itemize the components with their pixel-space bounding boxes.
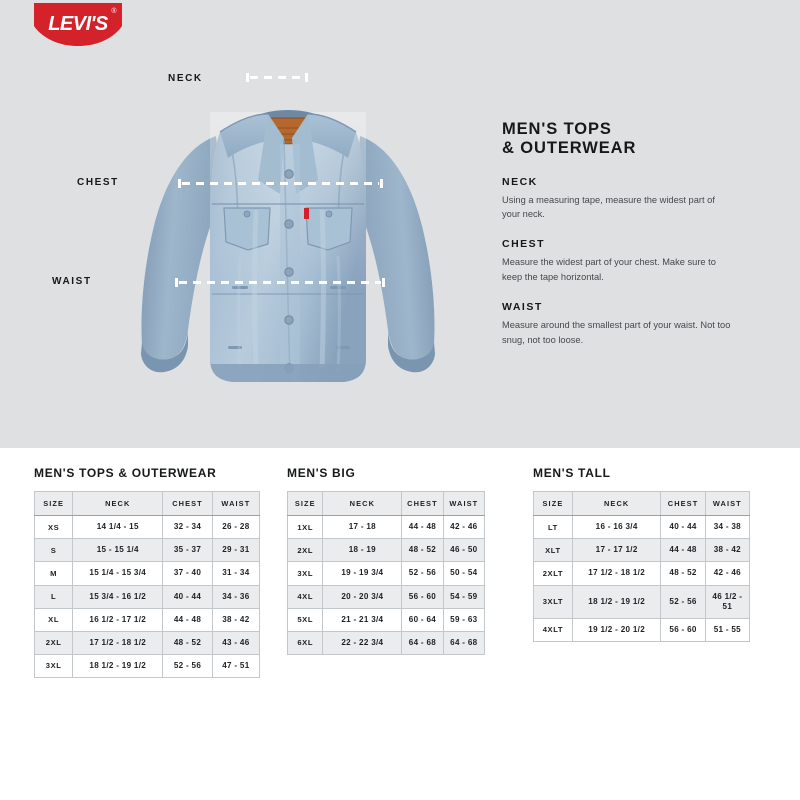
instruction-heading-neck: NECK	[502, 175, 538, 188]
cell-chest: 52 - 56	[163, 654, 213, 677]
table-row	[35, 608, 260, 631]
cell-neck: 16 1/2 - 17 1/2	[73, 608, 163, 631]
cell-size: 4XL	[288, 585, 323, 608]
table-row	[534, 618, 750, 641]
cell-neck: 22 - 22 3/4	[323, 631, 402, 654]
chest-measure-label: CHEST	[77, 177, 119, 188]
table-title-tall: MEN'S TALL	[533, 466, 611, 480]
size-table-block-big	[287, 466, 485, 655]
cell-chest: 48 - 52	[163, 631, 213, 654]
size-tables-section	[0, 448, 800, 800]
instruction-block-chest	[502, 238, 734, 284]
cell-size: 6XL	[288, 631, 323, 654]
table-row	[288, 516, 485, 539]
instruction-block-waist	[502, 301, 734, 347]
cell-chest: 40 - 44	[661, 516, 705, 539]
instructions-title	[502, 120, 734, 159]
cell-size: XS	[35, 516, 73, 539]
cell-neck: 17 - 17 1/2	[572, 539, 661, 562]
cell-waist: 59 - 63	[443, 608, 484, 631]
col-header-neck: NECK	[323, 492, 402, 516]
col-header-waist: WAIST	[705, 492, 749, 516]
cell-waist: 42 - 46	[705, 562, 749, 585]
col-header-neck: NECK	[572, 492, 661, 516]
table-row	[288, 562, 485, 585]
col-header-size: SIZE	[534, 492, 573, 516]
table-row	[288, 539, 485, 562]
col-header-chest: CHEST	[402, 492, 443, 516]
col-header-chest: CHEST	[163, 492, 213, 516]
cell-waist: 38 - 42	[212, 608, 259, 631]
size-table-block-tall	[533, 466, 750, 642]
table-title-tops: MEN'S TOPS & OUTERWEAR	[34, 466, 217, 480]
size-table-tall	[533, 491, 750, 642]
cell-neck: 18 - 19	[323, 539, 402, 562]
cell-neck: 19 1/2 - 20 1/2	[572, 618, 661, 641]
table-row	[288, 608, 485, 631]
cell-waist: 64 - 68	[443, 631, 484, 654]
cell-waist: 51 - 55	[705, 618, 749, 641]
table-row	[35, 539, 260, 562]
cell-neck: 20 - 20 3/4	[323, 585, 402, 608]
col-header-neck: NECK	[73, 492, 163, 516]
cell-neck: 17 1/2 - 18 1/2	[572, 562, 661, 585]
neck-measure-label: NECK	[168, 73, 203, 84]
instruction-heading-waist: WAIST	[502, 301, 543, 314]
cell-size: 3XL	[288, 562, 323, 585]
table-row	[534, 585, 750, 618]
cell-size: 3XL	[35, 654, 73, 677]
table-row	[534, 516, 750, 539]
cell-chest: 56 - 60	[402, 585, 443, 608]
table-row	[288, 631, 485, 654]
table-row	[35, 562, 260, 585]
cell-size: 2XLT	[534, 562, 573, 585]
instruction-block-neck	[502, 176, 734, 222]
cell-waist: 50 - 54	[443, 562, 484, 585]
table-header-row	[288, 492, 485, 516]
cell-waist: 46 - 50	[443, 539, 484, 562]
cell-waist: 31 - 34	[212, 562, 259, 585]
cell-size: 1XL	[288, 516, 323, 539]
cell-size: 2XL	[288, 539, 323, 562]
col-header-waist: WAIST	[443, 492, 484, 516]
cell-size: 3XLT	[534, 585, 573, 618]
table-row	[35, 631, 260, 654]
table-row	[35, 516, 260, 539]
cell-size: LT	[534, 516, 573, 539]
cell-chest: 52 - 56	[661, 585, 705, 618]
cell-chest: 48 - 52	[661, 562, 705, 585]
cell-size: 5XL	[288, 608, 323, 631]
size-table-block-tops	[34, 466, 260, 678]
svg-text:®: ®	[111, 8, 117, 15]
table-body-tops	[35, 516, 260, 678]
denim-jacket-image	[108, 58, 468, 428]
cell-waist: 26 - 28	[212, 516, 259, 539]
cell-neck: 21 - 21 3/4	[323, 608, 402, 631]
cell-size: S	[35, 539, 73, 562]
svg-text:LEVI'S: LEVI'S	[48, 13, 108, 35]
cell-neck: 16 - 16 3/4	[572, 516, 661, 539]
cell-neck: 14 1/4 - 15	[73, 516, 163, 539]
cell-chest: 48 - 52	[402, 539, 443, 562]
chest-measure-line	[178, 182, 383, 185]
cell-size: XL	[35, 608, 73, 631]
col-header-size: SIZE	[288, 492, 323, 516]
cell-chest: 44 - 48	[402, 516, 443, 539]
instructions-title-line1: MEN'S TOPS	[502, 120, 612, 138]
instructions-title-line2: & OUTERWEAR	[502, 139, 637, 158]
cell-waist: 38 - 42	[705, 539, 749, 562]
cell-waist: 29 - 31	[212, 539, 259, 562]
col-header-chest: CHEST	[661, 492, 705, 516]
waist-measure-line	[175, 281, 385, 284]
cell-neck: 19 - 19 3/4	[323, 562, 402, 585]
instruction-body-neck: Using a measuring tape, measure the widest part of your neck.	[502, 194, 715, 219]
cell-waist: 47 - 51	[212, 654, 259, 677]
col-header-waist: WAIST	[212, 492, 259, 516]
table-header-row	[534, 492, 750, 516]
cell-neck: 18 1/2 - 19 1/2	[73, 654, 163, 677]
cell-chest: 44 - 48	[661, 539, 705, 562]
cell-chest: 35 - 37	[163, 539, 213, 562]
table-row	[35, 585, 260, 608]
table-body-big	[288, 516, 485, 655]
table-row	[288, 585, 485, 608]
cell-chest: 60 - 64	[402, 608, 443, 631]
cell-chest: 32 - 34	[163, 516, 213, 539]
cell-size: XLT	[534, 539, 573, 562]
levis-logo[interactable]	[32, 2, 124, 48]
table-row	[534, 562, 750, 585]
batwing-logo-icon	[32, 2, 124, 48]
cell-neck: 17 1/2 - 18 1/2	[73, 631, 163, 654]
cell-size: M	[35, 562, 73, 585]
cell-waist: 34 - 38	[705, 516, 749, 539]
waist-measure-label: WAIST	[52, 276, 92, 287]
cell-size: 2XL	[35, 631, 73, 654]
cell-chest: 37 - 40	[163, 562, 213, 585]
instruction-heading-chest: CHEST	[502, 238, 546, 251]
cell-neck: 18 1/2 - 19 1/2	[572, 585, 661, 618]
table-row	[35, 654, 260, 677]
cell-chest: 40 - 44	[163, 585, 213, 608]
cell-neck: 15 3/4 - 16 1/2	[73, 585, 163, 608]
size-table-big	[287, 491, 485, 655]
cell-neck: 17 - 18	[323, 516, 402, 539]
instruction-body-waist: Measure around the smallest part of your waist. Not too snug, not too loose.	[502, 320, 731, 345]
table-title-big: MEN'S BIG	[287, 466, 356, 480]
cell-waist: 54 - 59	[443, 585, 484, 608]
cell-chest: 44 - 48	[163, 608, 213, 631]
cell-neck: 15 1/4 - 15 3/4	[73, 562, 163, 585]
cell-waist: 43 - 46	[212, 631, 259, 654]
col-header-size: SIZE	[35, 492, 73, 516]
neck-measure-line	[246, 76, 308, 79]
cell-neck: 15 - 15 1/4	[73, 539, 163, 562]
size-table-tops	[34, 491, 260, 678]
table-row	[534, 539, 750, 562]
instruction-body-chest: Measure the widest part of your chest. Make sure to keep the tape horizontal.	[502, 257, 716, 282]
cell-size: 4XLT	[534, 618, 573, 641]
jacket-illustration	[108, 58, 468, 428]
table-body-tall	[534, 516, 750, 642]
cell-chest: 56 - 60	[661, 618, 705, 641]
cell-chest: 64 - 68	[402, 631, 443, 654]
cell-chest: 52 - 56	[402, 562, 443, 585]
cell-waist: 46 1/2 - 51	[705, 585, 749, 618]
measuring-instructions	[502, 120, 734, 347]
cell-waist: 42 - 46	[443, 516, 484, 539]
table-header-row	[35, 492, 260, 516]
cell-waist: 34 - 36	[212, 585, 259, 608]
cell-size: L	[35, 585, 73, 608]
